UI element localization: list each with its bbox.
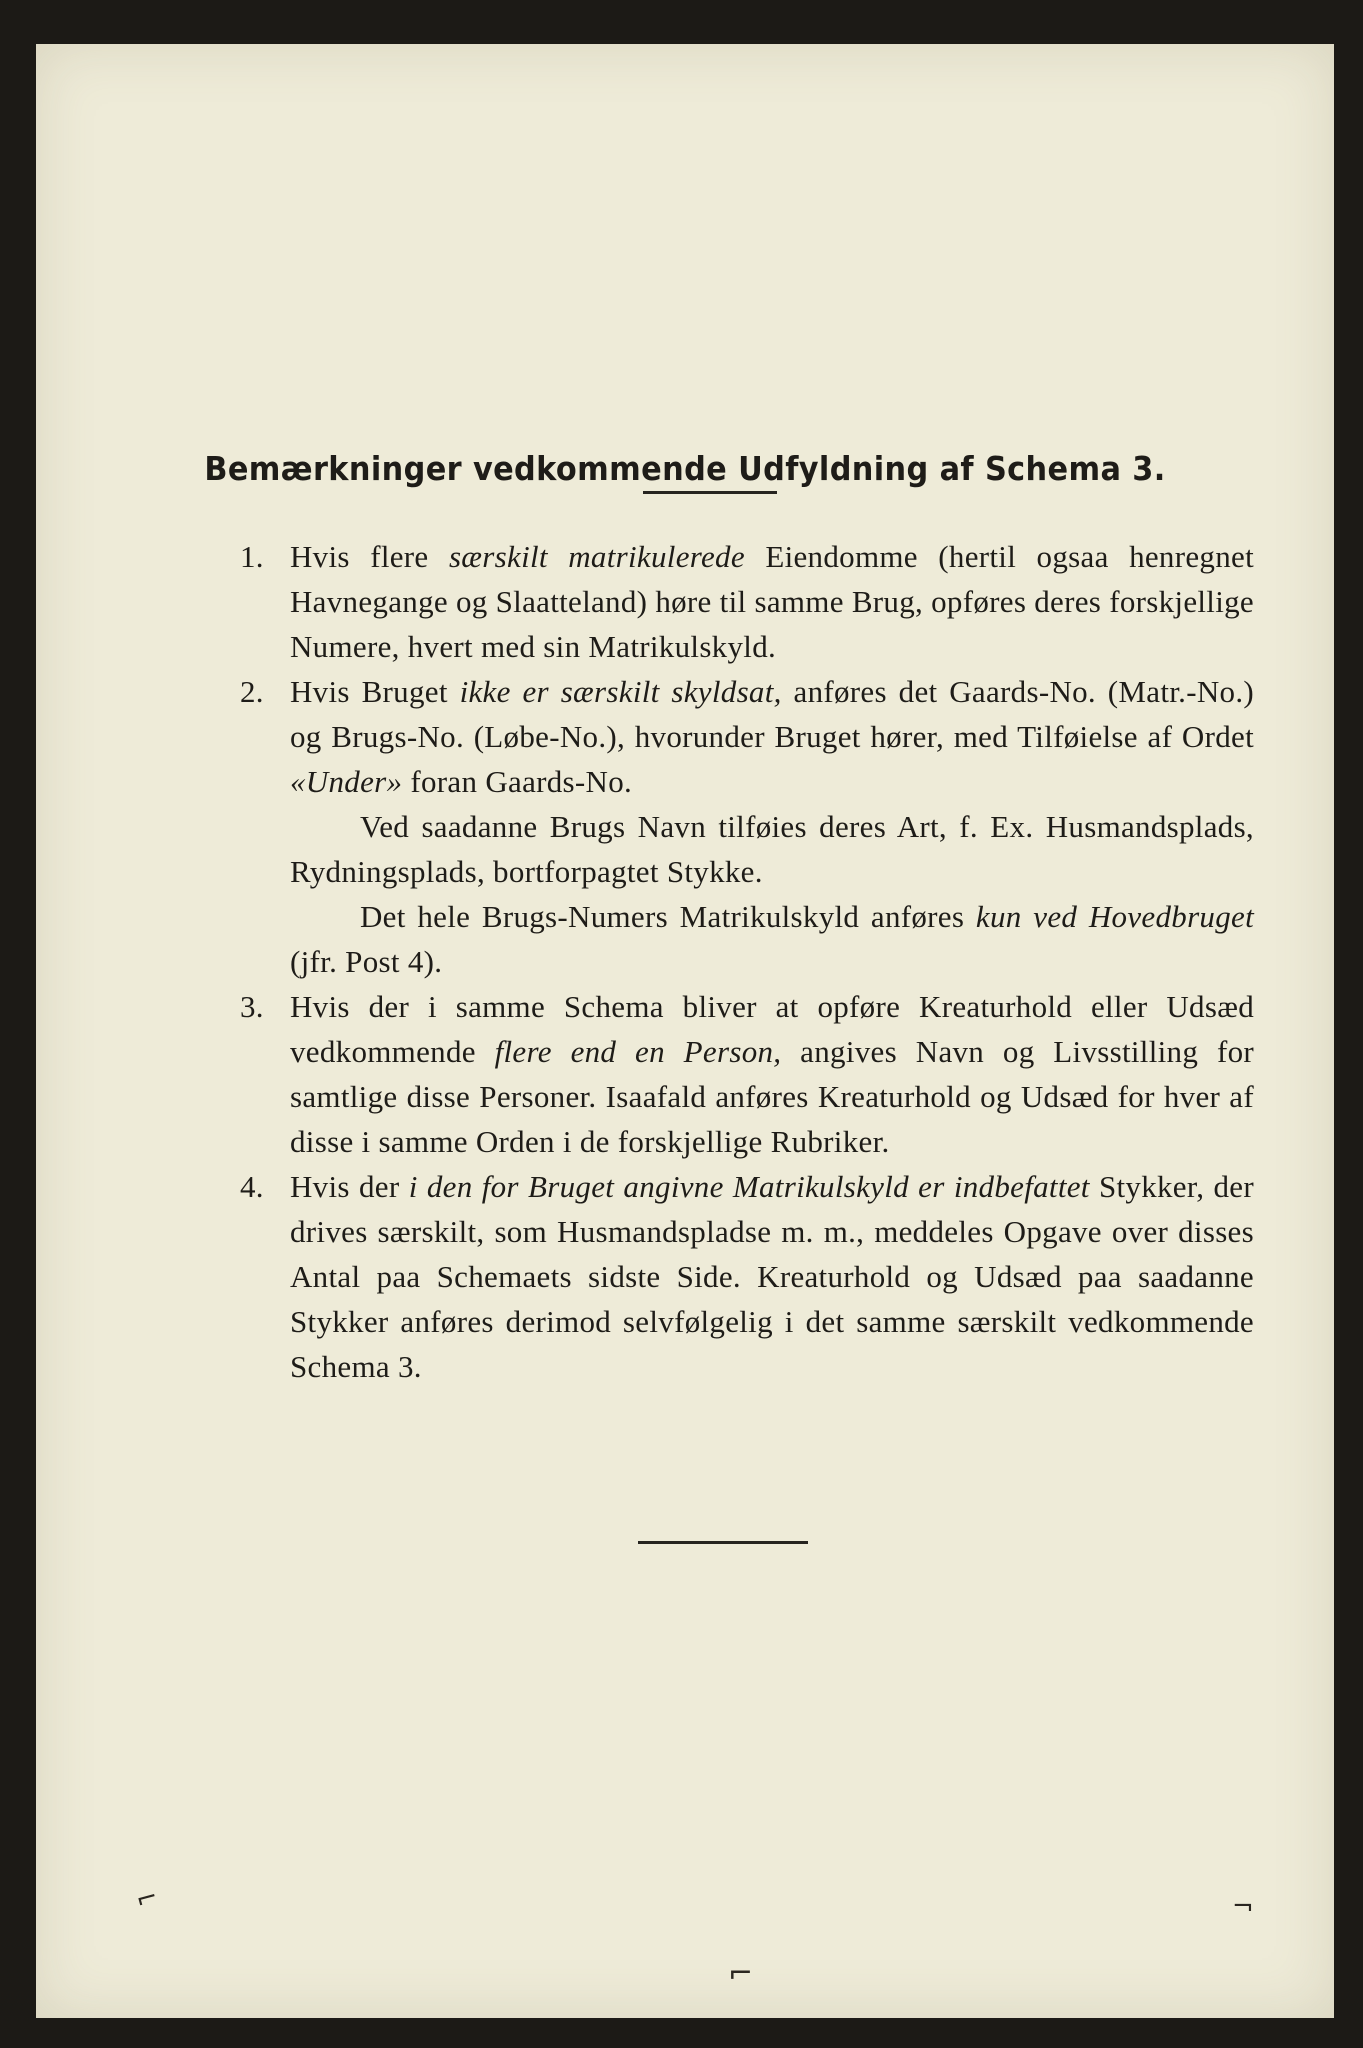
item-number: 4. [240,1169,264,1204]
corner-mark-left-icon: ⌐ [132,1881,162,1917]
document-title: Bemærkninger vedkommende Udfyldning af Schema 3. [204,449,1166,488]
list-item-2: 2. Hvis Bruget ikke er særskilt skyldsat, anføres det Gaards-No. (Matr.-No.) og Brugs-No. (Løbe-No.), hvorunder Bruget hører, med Tilføielse af Ordet «Under» foran Gaards-No. [196,669,1254,804]
corner-mark-right-icon: ¬ [1232,1892,1254,1922]
document-body [196,534,1254,1389]
list-item-1: 1. Hvis flere særskilt matrikulerede Eiendomme (hertil ogsaa henregnet Havnegange og Slaatteland) høre til samme Brug, opføres deres forskjellige Numere, hvert med sin Matrikulskyld. [196,534,1254,669]
bottom-center-mark-icon: ⌐ [728,1956,754,1991]
list-item-2-paragraph: Det hele Brugs-Numers Matrikulskyld anføres kun ved Hovedbruget (jfr. Post 4). [290,899,1255,979]
document-page [36,44,1334,2018]
item-number: 2. [240,674,264,709]
item-number: 1. [240,539,264,574]
list-item-2-paragraph: Ved saadanne Brugs Navn tilføies deres Art, f. Ex. Husmandsplads, Rydningsplads, bortforpagtet Stykke. [290,809,1254,889]
title-divider [643,491,777,494]
list-item-4: 4. Hvis der i den for Bruget angivne Matrikulskyld er indbefattet Stykker, der drives særskilt, som Husmandspladse m. m., meddeles Opgave over disses Antal paa Schemaets sidste Side. Kreaturhold og Udsæd paa saadanne Stykker anføres derimod selvfølgelig i det samme særskilt vedkommende Schema 3. [196,1164,1254,1389]
end-divider [638,1541,808,1544]
item-number: 3. [240,989,264,1024]
list-item-3: 3. Hvis der i samme Schema bliver at opføre Kreaturhold eller Udsæd vedkommende flere end en Person, angives Navn og Livsstilling for samtlige disse Personer. Isaafald anføres Kreaturhold og Udsæd for hver af disse i samme Orden i de forskjellige Rubriker. [196,984,1254,1164]
